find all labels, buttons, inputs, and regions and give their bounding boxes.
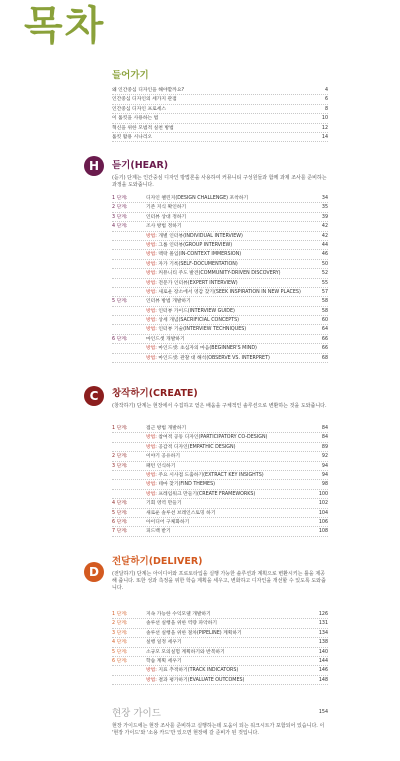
toc-title: 목차: [24, 3, 106, 49]
page-number: 84: [321, 426, 328, 431]
entry-label: 왜 인간중심 디자인을 해야할까요?: [112, 88, 184, 93]
entry-label: 이 툴킷을 사용하는 법: [112, 116, 159, 122]
toc-entry[interactable]: [112, 676, 328, 685]
hear-section: [112, 160, 328, 189]
toc-entry[interactable]: [112, 490, 328, 499]
toc-entry[interactable]: [112, 619, 328, 628]
step-number: 5 단계:: [112, 649, 128, 655]
toc-entry[interactable]: [112, 194, 328, 203]
toc-entry[interactable]: [112, 86, 328, 95]
entry-label: 방법: 참여적 공동 디자인(PARTICIPATORY CO-DESIGN): [146, 435, 268, 441]
toc-entry[interactable]: [112, 335, 328, 344]
page-number: 39: [321, 214, 328, 220]
toc-entry[interactable]: [112, 203, 328, 212]
entry-label: 인터뷰 방법 개발하기: [146, 299, 191, 305]
toc-entry[interactable]: [112, 480, 328, 489]
toc-entry[interactable]: [112, 666, 328, 675]
page-number: 106: [318, 519, 328, 525]
step-number: 4 단계:: [112, 224, 128, 230]
step-number: 1 단계:: [112, 426, 128, 431]
step-number: 4 단계:: [112, 501, 128, 507]
entry-label: 툴킷 활용 시나리오: [112, 134, 153, 140]
entry-label: 방법: 인터뷰 가이드(INTERVIEW GUIDE): [146, 308, 235, 314]
toc-entry[interactable]: [112, 250, 328, 259]
page-number: 14: [321, 134, 328, 140]
field-guide-section: [112, 708, 328, 737]
entry-label: 솔루션 실행을 위한 절차(PIPELINE) 계획하기: [146, 630, 242, 636]
toc-entry[interactable]: [112, 471, 328, 480]
hear-title: 듣기(HEAR): [112, 160, 169, 171]
toc-entry[interactable]: [112, 297, 328, 306]
page-number: 94: [321, 463, 328, 469]
page-number: 60: [321, 318, 328, 324]
deliver-title: 전달하기(DELIVER): [112, 556, 203, 567]
page-number: 58: [321, 299, 328, 305]
page-number: 42: [321, 224, 328, 230]
field-guide-description: 현장 가이드에는 현장 조사를 준비하고 실행하는데 도움이 되는 워크시트가 포함되어 있습니다. 이 '현장 가이드'와 '소용 카드'만 있으면 현장에 갈 준비가 된 것입니다.: [112, 723, 325, 736]
page-number: 126: [318, 612, 328, 617]
page-number: 144: [318, 658, 328, 664]
field-guide-page: 154: [318, 710, 328, 715]
entry-label: 조사 방법 정하기: [146, 224, 182, 230]
page-number: 68: [321, 355, 328, 361]
toc-entry[interactable]: [112, 509, 328, 518]
page-number: 94: [321, 472, 328, 478]
toc-entry[interactable]: [112, 657, 328, 666]
toc-entry[interactable]: [112, 279, 328, 288]
toc-entry[interactable]: [112, 307, 328, 316]
page-number: 100: [318, 491, 328, 497]
entry-label: 학습 계획 세우기: [146, 658, 182, 664]
entry-label: 방법: 상세 개념(SACRIFICIAL CONCEPTS): [146, 318, 240, 324]
deliver-list: [112, 610, 328, 685]
step-number: 1 단계:: [112, 196, 128, 201]
entry-label: 소규모 모의실험 계획하기와 반복하기: [146, 649, 225, 655]
entry-label: 인터뷰 상대 정하기: [146, 214, 187, 220]
deliver-section: [112, 556, 328, 592]
toc-entry[interactable]: [112, 518, 328, 527]
deliver-description: (전달하기) 단계는 아이디어와 프로토타입을 실행 가능한 솔루션과 계획으로 변환시키는 틀을 제공해 줍니다. 또한 성과 측정을 위한 학습 계획을 세우고, 변화하고 디자인을 개선할 수 있도록 도와줍니다.: [112, 571, 326, 591]
step-number: 2 단계:: [112, 621, 128, 627]
entry-label: 방법: 마인드셋: 관찰 대 해석(OBSERVE VS. INTERPRET): [146, 355, 270, 361]
entry-label: 인간중심 디자인의 세가지 관점: [112, 97, 177, 103]
step-number: 3 단계:: [112, 214, 128, 220]
toc-entry[interactable]: [112, 114, 328, 123]
toc-entry[interactable]: [112, 288, 328, 297]
step-number: 5 단계:: [112, 510, 128, 516]
entry-label: 기회 영역 만들기: [146, 501, 182, 507]
entry-label: 실행 일정 세우기: [146, 640, 182, 646]
page-number: 146: [318, 668, 328, 674]
toc-entry[interactable]: [112, 629, 328, 638]
create-title: 창작하기(CREATE): [112, 388, 198, 399]
page-number: 58: [321, 308, 328, 314]
step-number: 6 단계:: [112, 658, 128, 664]
step-number: 6 단계:: [112, 519, 128, 525]
page-number: 131: [318, 621, 328, 627]
step-number: 1 단계:: [112, 612, 128, 617]
entry-label: 피드백 받기: [146, 529, 171, 535]
toc-entry[interactable]: [112, 133, 328, 142]
entry-label: 인간중심 디자인 프로세스: [112, 106, 167, 112]
toc-entry[interactable]: [112, 344, 328, 353]
hear-list: [112, 194, 328, 363]
step-number: 7 단계:: [112, 529, 128, 535]
toc-entry[interactable]: [112, 95, 328, 104]
intro-title: 들어가기: [112, 70, 149, 81]
create-list: [112, 424, 328, 537]
page-number: 148: [318, 677, 328, 683]
page-number: 50: [321, 261, 328, 267]
toc-entry[interactable]: [112, 462, 328, 471]
toc-entry[interactable]: [112, 325, 328, 334]
entry-label: 접근 방법 개발하기: [146, 426, 187, 431]
entry-label: 방법: 커뮤니티 주도 발견(COMMUNITY-DRIVEN DISCOVERY): [146, 271, 281, 277]
toc-entry[interactable]: [112, 452, 328, 461]
entry-label: 방법: 테마 찾기(FIND THEMES): [146, 482, 215, 488]
page-number: 138: [318, 640, 328, 646]
page-number: 44: [321, 242, 328, 248]
toc-entry[interactable]: [112, 648, 328, 657]
entry-label: 방법: 마인드셋: 초심자의 마음(BEGINNER'S MIND): [146, 346, 257, 352]
entry-label: 방법: 결과 평가하기(EVALUATE OUTCOMES): [146, 677, 245, 683]
toc-entry[interactable]: [112, 124, 328, 133]
entry-label: 새로운 솔루션 브레인스토밍 하기: [146, 510, 216, 516]
page-number: 34: [321, 196, 328, 201]
toc-entry[interactable]: [112, 638, 328, 647]
entry-label: 아이디어 구체화하기: [146, 519, 190, 525]
step-number: 5 단계:: [112, 299, 128, 305]
toc-entry[interactable]: [112, 499, 328, 508]
page-number: 134: [318, 630, 328, 636]
page-number: 12: [321, 125, 328, 131]
step-number: 3 단계:: [112, 630, 128, 636]
entry-label: 방법: 프레임워크 만들기(CREATE FRAMEWORKS): [146, 491, 256, 497]
page-number: 52: [321, 271, 328, 277]
entry-label: 방법: 새로운 장소에서 영감 찾기(SEEK INSPIRATION IN NEW PLACES): [146, 289, 301, 295]
toc-entry[interactable]: [112, 424, 328, 433]
page-number: 92: [321, 454, 328, 460]
entry-label: 방법: 지표 추적하기(TRACK INDICATORS): [146, 668, 239, 674]
toc-entry[interactable]: [112, 527, 328, 536]
field-guide-title: 현장 가이드: [112, 708, 161, 719]
page-number: 4: [324, 88, 328, 93]
entry-label: 마인드셋 개발하기: [146, 336, 185, 342]
entry-label: 방법: 주요 시사점 도출하기(EXTRACT KEY INSIGHTS): [146, 472, 264, 478]
page-number: 42: [321, 233, 328, 239]
page-number: 8: [324, 106, 328, 112]
entry-label: 방법: 개별 인터뷰(INDIVIDUAL INTERVIEW): [146, 233, 243, 239]
entry-label: 지속 가능한 수익모델 개발하기: [146, 612, 211, 617]
page-number: 10: [321, 116, 328, 122]
step-number: 2 단계:: [112, 454, 128, 460]
step-number: 3 단계:: [112, 463, 128, 469]
toc-entry[interactable]: [112, 105, 328, 114]
create-section: [112, 388, 328, 410]
entry-label: 방법: 전문가 인터뷰(EXPERT INTERVIEW): [146, 280, 238, 286]
toc-entry[interactable]: [112, 269, 328, 278]
page-number: 98: [321, 482, 328, 488]
toc-entry[interactable]: [112, 213, 328, 222]
step-number: 6 단계:: [112, 336, 128, 342]
entry-label: 이야기 공유하기: [146, 454, 180, 460]
create-description: (창작하기) 단계는 현장에서 수집하고 얻은 배움을 구체적인 솔루션으로 변환하는 것을 도와줍니다.: [112, 403, 327, 409]
page-number: 55: [321, 280, 328, 286]
entry-label: 방법: 인터뷰 기술(INTERVIEW TECHNIQUES): [146, 327, 247, 333]
page-number: 66: [321, 346, 328, 352]
page-number: 57: [321, 289, 328, 295]
entry-label: 방법: 공감적 디자인(EMPATHIC DESIGN): [146, 444, 236, 450]
step-number: 4 단계:: [112, 640, 128, 646]
toc-entry[interactable]: [112, 232, 328, 241]
page-number: 35: [321, 205, 328, 211]
page-number: 64: [321, 327, 328, 333]
hear-badge-icon: H: [84, 156, 104, 176]
entry-label: 기존 지식 확인하기: [146, 205, 187, 211]
page-number: 108: [318, 529, 328, 535]
intro-section: [112, 70, 328, 82]
toc-entry[interactable]: [112, 433, 328, 442]
page-number: 66: [321, 336, 328, 342]
create-badge-icon: C: [84, 386, 104, 406]
deliver-badge-icon: D: [84, 562, 104, 582]
page-number: 89: [321, 444, 328, 450]
page-number: 140: [318, 649, 328, 655]
page-number: 102: [318, 501, 328, 507]
toc-entry[interactable]: [112, 316, 328, 325]
entry-label: 솔루션 실행을 위한 역량 파악하기: [146, 621, 217, 627]
entry-label: 방법: 자가 기록(SELF-DOCUMENTATION): [146, 261, 238, 267]
toc-entry[interactable]: [112, 241, 328, 250]
hear-description: (듣기) 단계는 인간중심 디자인 방법론을 사용하여 커뮤니티 구성원들과 함께 과제 조사를 준비하는 과정을 도와줍니다.: [112, 175, 327, 188]
page-number: 104: [318, 510, 328, 516]
entry-label: 디자인 챌린지(DESIGN CHALLENGE) 포착하기: [146, 196, 249, 201]
toc-entry[interactable]: [112, 354, 328, 363]
toc-entry[interactable]: [112, 222, 328, 231]
entry-label: 방법: 그룹 인터뷰(GROUP INTERVIEW): [146, 242, 233, 248]
entry-label: 방법: 맥락 몰입(IN-CONTEXT IMMERSION): [146, 252, 242, 258]
page-number: 84: [321, 435, 328, 441]
entry-label: 패턴 인식하기: [146, 463, 176, 469]
toc-entry[interactable]: [112, 260, 328, 269]
page-number: 6: [324, 97, 328, 103]
entry-label: 혁신을 위한 모범적 실천 방법: [112, 125, 174, 131]
toc-entry[interactable]: [112, 443, 328, 452]
page-number: 46: [321, 252, 328, 258]
step-number: 2 단계:: [112, 205, 128, 211]
intro-list: [112, 86, 328, 142]
toc-entry[interactable]: [112, 610, 328, 619]
